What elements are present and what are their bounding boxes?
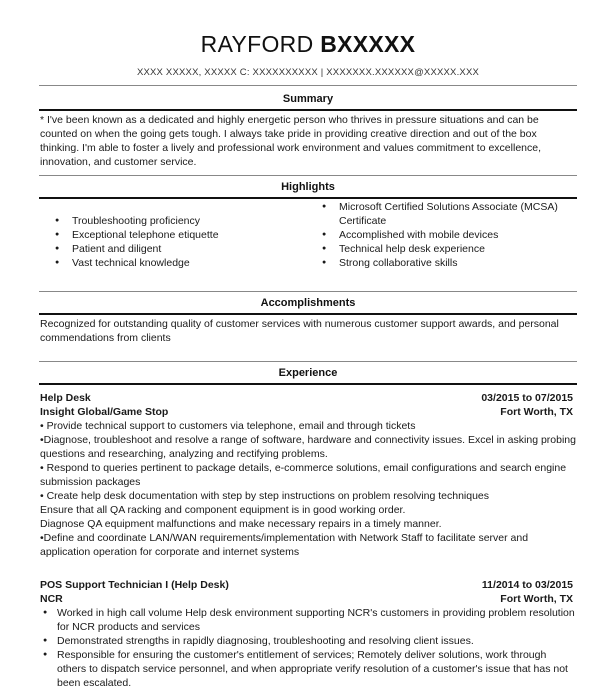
job-line: Diagnose QA equipment malfunctions and make necessary repairs in a timely manner. bbox=[40, 518, 442, 530]
job-2-company-row bbox=[40, 592, 573, 606]
job-line: •Diagnose, troubleshoot and resolve a range of software, hardware and connectivity issues. Excel in asking probing questions and researching, analyzing and rectifying problems. bbox=[40, 434, 576, 460]
highlights-heading: Highlights bbox=[281, 181, 335, 193]
job-1-company-row bbox=[40, 405, 573, 419]
job-company: Insight Global/Game Stop bbox=[40, 406, 169, 418]
job-2-title-row bbox=[40, 578, 573, 592]
job-line: • Create help desk documentation with step by step instructions on problem resolving techniques bbox=[40, 490, 490, 502]
last-name: BXXXXX bbox=[320, 31, 416, 57]
job-title: POS Support Technician I (Help Desk) bbox=[40, 579, 229, 591]
accomplishments-text: Recognized for outstanding quality of customer services with numerous customer support awards, and personal commendations from clients bbox=[40, 318, 559, 344]
job-2-bullets bbox=[57, 606, 577, 690]
job-title: Help Desk bbox=[40, 392, 91, 404]
job-location: Fort Worth, TX bbox=[500, 406, 573, 418]
highlight-item: ● Vast technical knowledge bbox=[72, 256, 302, 270]
job-dates: 03/2015 to 07/2015 bbox=[481, 392, 573, 404]
job-bullet: ● Worked in high call volume Help desk environment supporting NCR's customers in providing problem resolution for NCR products and services bbox=[57, 606, 577, 634]
experience-heading: Experience bbox=[278, 367, 338, 379]
highlight-item: ● Technical help desk experience bbox=[339, 242, 577, 256]
highlight-item: ● Microsoft Certified Solutions Associate (MCSA) Certificate bbox=[339, 200, 577, 228]
experience-rule-top bbox=[39, 361, 577, 362]
contact-line: XXXX XXXXX, XXXXX C: XXXXXXXXXX | XXXXXXX.XXXXXX@XXXXX.XXX bbox=[136, 67, 480, 78]
highlights-left-list bbox=[72, 214, 302, 270]
accomplishments-rule-bottom bbox=[39, 313, 577, 315]
highlight-item: ● Patient and diligent bbox=[72, 242, 302, 256]
job-line: • Respond to queries pertinent to package details, e-commerce solutions, email configurations and search engine submission packages bbox=[40, 462, 567, 488]
experience-rule-bottom bbox=[39, 383, 577, 385]
highlights-rule-top bbox=[39, 175, 577, 176]
job-company: NCR bbox=[40, 593, 63, 605]
accomplishments-rule-top bbox=[39, 291, 577, 292]
highlights-rule-bottom bbox=[39, 197, 577, 199]
first-name: RAYFORD bbox=[200, 31, 314, 57]
candidate-name bbox=[0, 30, 616, 58]
job-1-title-row bbox=[40, 391, 573, 405]
highlight-item: ● Exceptional telephone etiquette bbox=[72, 228, 302, 242]
summary-text: * I've been known as a dedicated and highly energetic person who thrives in pressure situations and can be counted on when the going gets tough. I always take pride in providing creative direction and out of the box thinking. I'm able to foster a lively and professional work environment and values commitment to excellence, innovation, and customer service. bbox=[40, 114, 542, 168]
highlight-item: ● Strong collaborative skills bbox=[339, 256, 577, 270]
job-1-description bbox=[40, 419, 576, 559]
job-line: Ensure that all QA racking and component equipment is in good working order. bbox=[40, 504, 406, 516]
job-dates: 11/2014 to 03/2015 bbox=[481, 579, 573, 591]
job-line: • Provide technical support to customers via telephone, email and through tickets bbox=[40, 420, 416, 432]
highlight-item: ● Accomplished with mobile devices bbox=[339, 228, 577, 242]
job-bullet: ● Responsible for ensuring the customer's entitlement of services; Remotely deliver solutions, work through others to dispatch service personnel, and when appropriate verify resolution of a customer's issue that has not been escalated. bbox=[57, 648, 577, 690]
job-line: •Define and coordinate LAN/WAN requirements/implementation with Network Staff to facilitate server and application operation for corporate and internet systems bbox=[40, 532, 529, 558]
summary-heading: Summary bbox=[282, 93, 334, 105]
summary-rule-top bbox=[39, 85, 577, 86]
highlights-right-list bbox=[339, 200, 577, 270]
highlight-item: ● Troubleshooting proficiency bbox=[72, 214, 302, 228]
summary-rule-bottom bbox=[39, 109, 577, 111]
job-bullet: ● Demonstrated strengths in rapidly diagnosing, troubleshooting and resolving client issues. bbox=[57, 634, 577, 648]
accomplishments-heading: Accomplishments bbox=[260, 297, 356, 309]
job-location: Fort Worth, TX bbox=[500, 593, 573, 605]
